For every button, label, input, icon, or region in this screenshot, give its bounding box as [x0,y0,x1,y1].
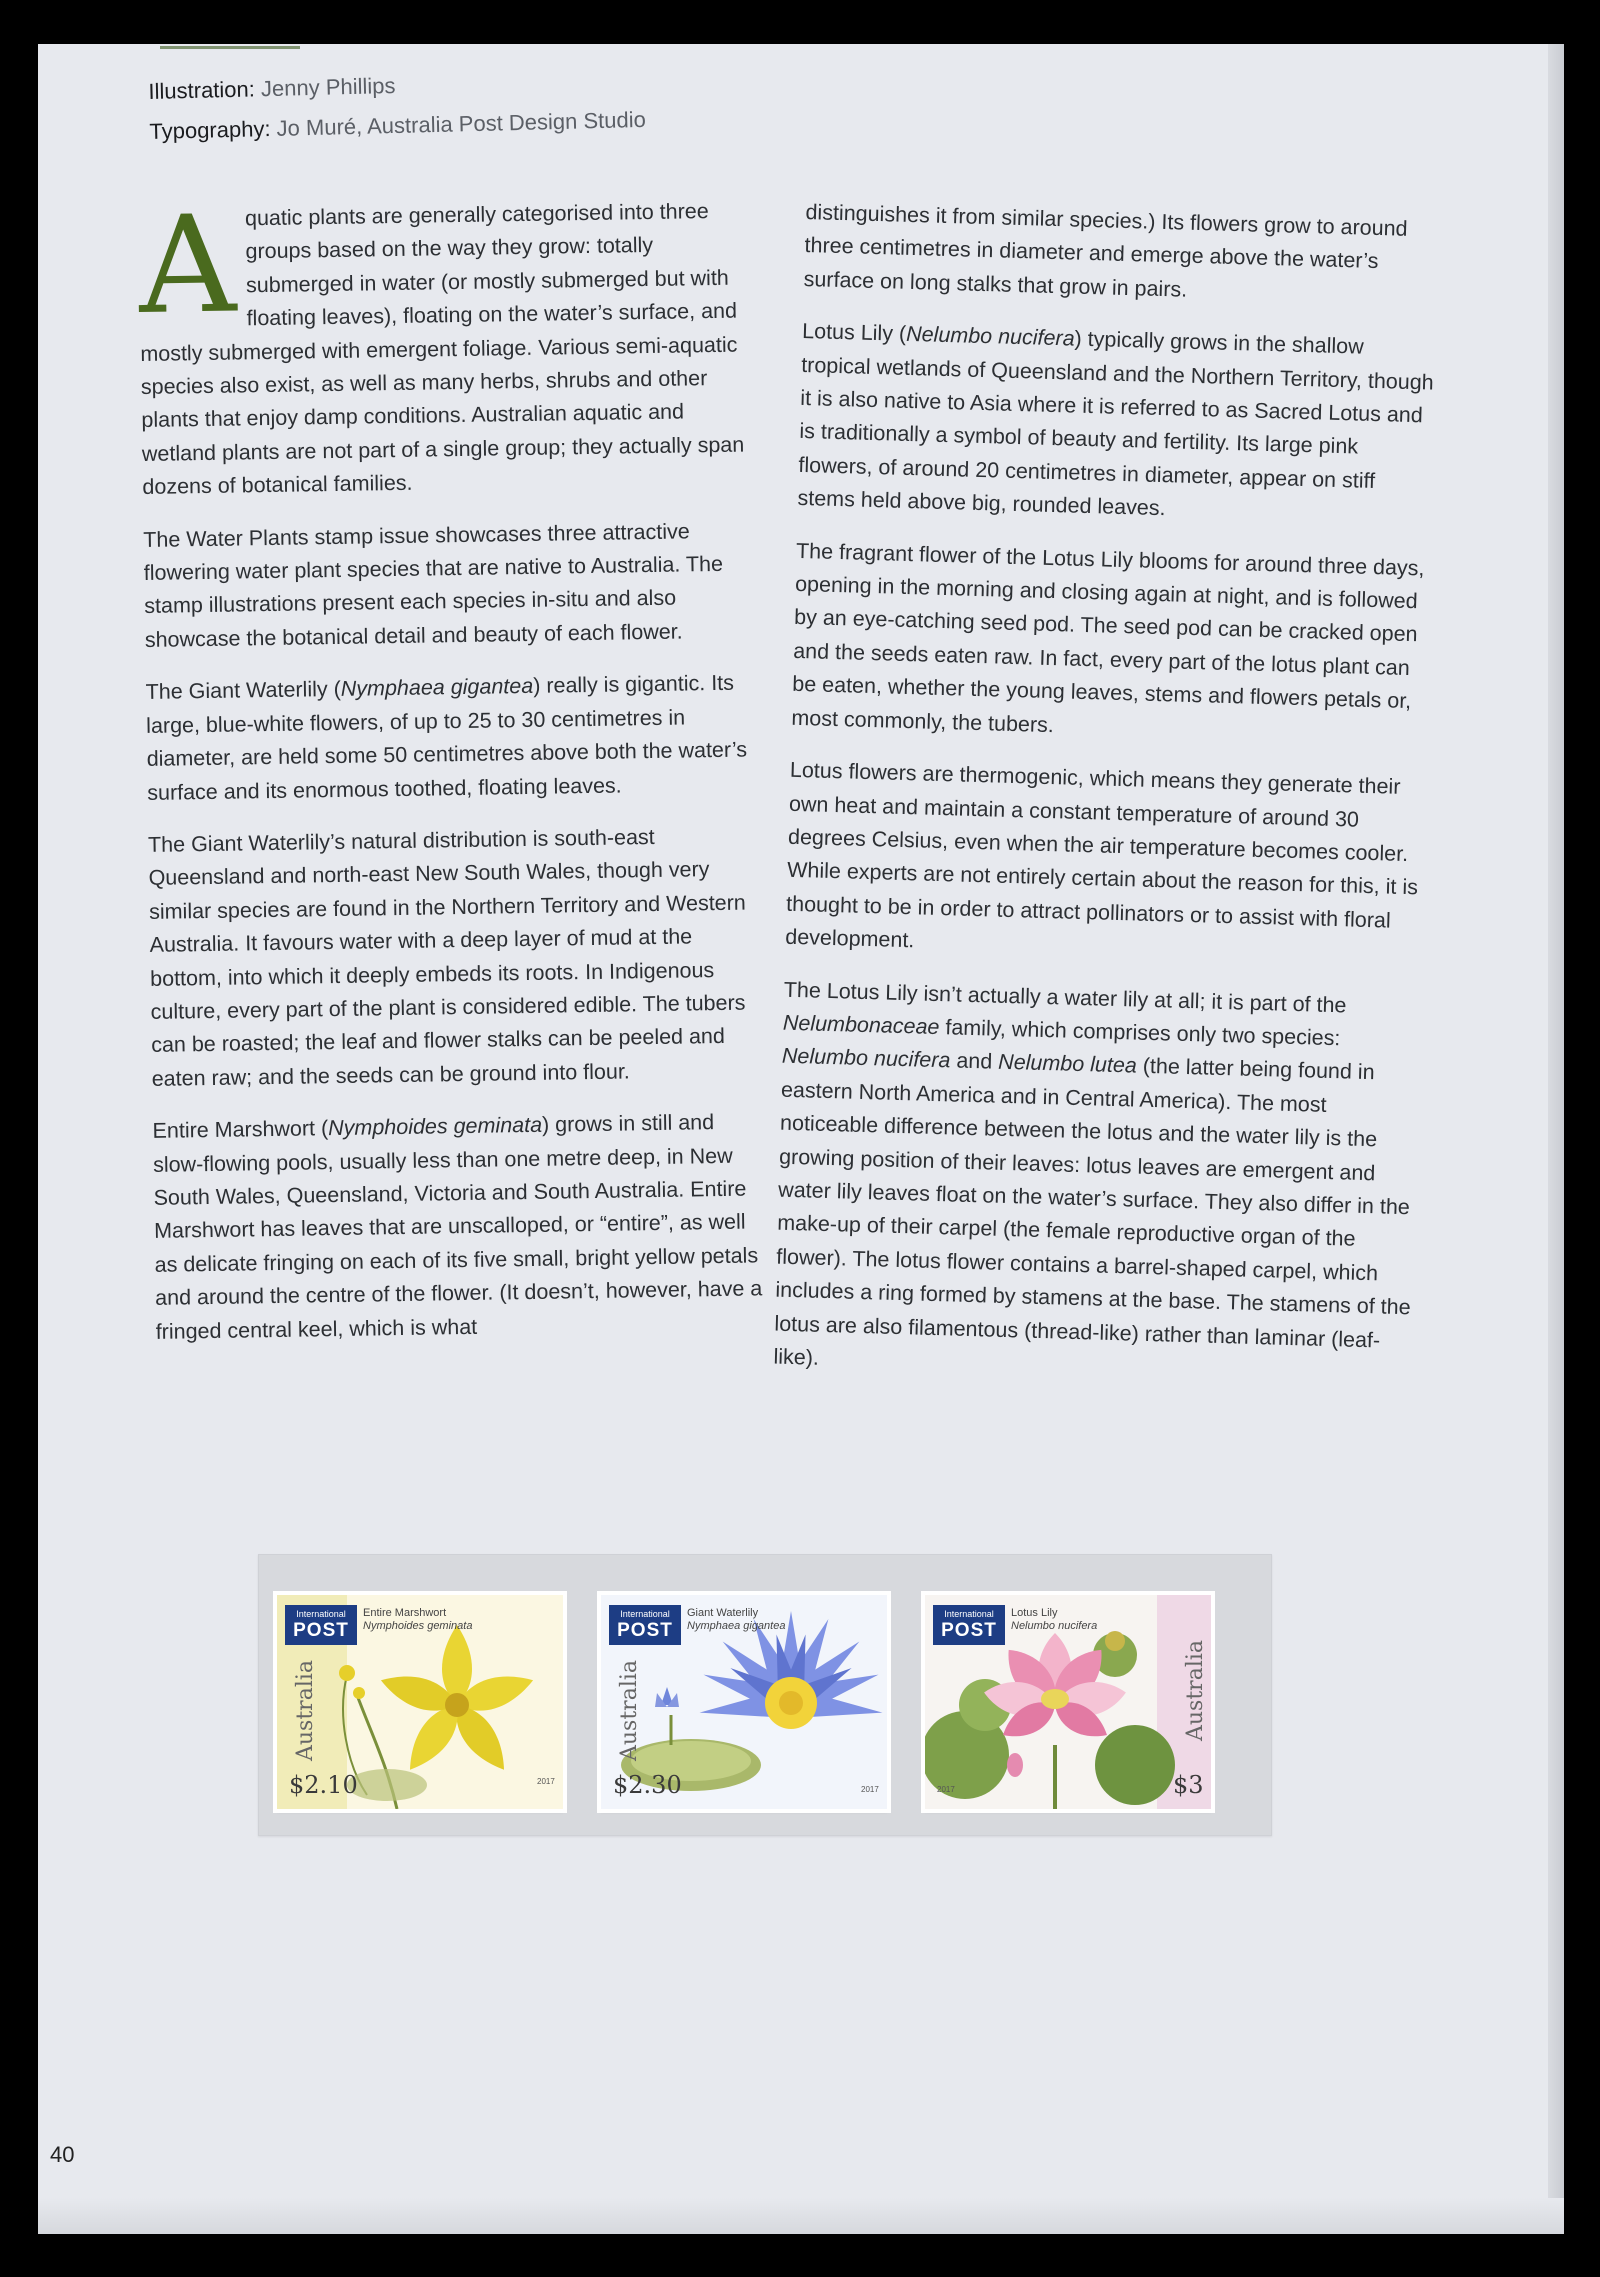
stamp-caption [1011,1607,1097,1633]
typography-label: Typography: [149,116,271,144]
page-edge [1548,44,1564,2234]
text-run: Entire Marshwort ( [152,1116,329,1144]
text-run: (the latter being found in eastern North America and in Central America). The most noticeable difference between the lotus and the water lily is the growing position of their leaves: lotus leaves are emergent and water lily leaves float on the water’s surface. They also differ in the make-up of their carpel (the female reproductive organ of the flower). The lotus flower contains a barrel-shaped carpel, which includes a ring formed by stamens at the base. The stamens of the lotus are also filamentous (thread-like) rather than laminar (leaf-like). [773,1053,1411,1370]
species-name: Nelumbo lutea [997,1050,1138,1078]
credits-block [148,60,646,152]
paragraph-entire-marshwort [152,1105,768,1348]
badge-main-text: POST [941,1620,997,1641]
text-run: Lotus Lily ( [801,319,907,347]
badge-main-text: POST [293,1620,349,1641]
family-name: Nelumbonaceae [782,1010,940,1039]
stamp-caption [363,1607,472,1633]
drop-cap: A [137,186,237,344]
article-left-column [137,186,768,1367]
badge-main-text: POST [617,1620,673,1641]
typography-value: Jo Muré, Australia Post Design Studio [276,106,647,141]
stamp-country: Australia [1183,1639,1208,1741]
text-run: family, which comprises only two species: [939,1014,1341,1051]
species-name: Nelumbo nucifera [905,322,1075,351]
species-name: Nymphaea gigantea [340,674,534,702]
text-run: The Lotus Lily isn’t actually a water lily at all; it is part of the [783,977,1347,1017]
stamp-year: 2017 [537,1777,555,1786]
page-bottom-shadow [38,2198,1564,2234]
cropped-title-fragment [160,44,300,49]
international-post-badge [285,1605,357,1645]
international-post-badge [609,1605,681,1645]
text-run: and [950,1048,999,1075]
stamp-scientific-name: Nymphaea gigantea [687,1620,786,1632]
paragraph-giant-waterlily [145,667,759,810]
illustration-label: Illustration: [148,76,256,104]
paragraph-stamp-issue: The Water Plants stamp issue showcases three attractive flowering water plant species that are native to Australia. The stamp illustrations present each species in-situ and also showcase the botanical detail and beauty of each flower. [143,519,724,652]
stamp-scientific-name: Nelumbo nucifera [1011,1620,1098,1632]
document-page [38,44,1564,2234]
stamp-country: Australia [293,1659,318,1761]
page-number: 40 [50,2142,75,2167]
stamp-common-name: Entire Marshwort [363,1607,447,1619]
intro-paragraph [137,186,755,504]
text-run: The Giant Waterlily ( [145,677,341,705]
paragraph-waterlily-distribution: The Giant Waterlily’s natural distribution is south-east Queensland and north-east New South Wales, though very similar species are found in the Northern Territory and Western Australia. It favours water with a deep layer of mud at the bottom, into which it deeply embeds its roots. In Indigenous culture, every part of the plant is considered edible. The tubers can be roasted; the leaf and flower stalks can be peeled and eaten raw; and the seeds can be ground into flour. [147,824,746,1091]
stamp-scientific-name: Nymphoides geminata [363,1620,473,1632]
stamp-price: $2.10 [289,1771,358,1799]
text-run: ) grows in still and slow-flowing pools, usually less than one metre deep, in New South Wales, Queensland, Victoria and South Australia. Entire Marshwort has leaves that are unscalloped, or “entire”, as well as delicate fringing on each of its five small, bright yellow petals and around the centre of the flower. (It doesn’t, however, have a fringed central keel, which is what [152,1110,763,1344]
stamp-year: 2017 [861,1785,879,1794]
international-post-badge [933,1605,1005,1645]
stamp-giant-waterlily [601,1595,887,1809]
stamp-caption [687,1607,785,1633]
stamp-common-name: Giant Waterlily [687,1607,759,1619]
stamp-lotus-lily [925,1595,1211,1809]
stamp-price: $2.30 [613,1771,682,1799]
article-right-column [773,196,1442,1411]
stamp-price: $3 [1173,1771,1204,1799]
intro-text: quatic plants are generally categorised into three groups based on the way they grow: totally submerged in water (or mostly submerged but with floating leaves), floating on the water’s surface, and mostly submerged with emergent foliage. Various semi-aquatic species also exist, as well as many herbs, shrubs and other plants that enjoy damp conditions. Australian aquatic and wetland plants are not part of a single group; they actually span dozens of botanical families. [140,199,745,500]
species-name: Nelumbo nucifera [781,1044,951,1073]
stamp-entire-marshwort [277,1595,563,1809]
paragraph-lotus-lily [797,315,1438,533]
text-run: ) really is gigantic. Its large, blue-white flowers, of up to 25 to 30 centimetres in diameter, are held some 50 centimetres above both the water’s surface and its enormous toothed, floating leaves. [146,670,748,805]
stamp-year: 2017 [937,1785,955,1794]
paragraph-thermogenic: Lotus flowers are thermogenic, which means they generate their own heat and maintain a constant temperature of around 30 degrees Celsius, even when the air temperature becomes cooler. While experts are not entirely certain about the reason for this, it is thought to be in order to attract pollinators or to assist with floral development. [784,757,1419,953]
stamp-country: Australia [617,1659,642,1761]
illustration-value: Jenny Phillips [260,72,396,102]
species-name: Nymphoides geminata [327,1112,543,1141]
badge-top-text: International [296,1609,346,1619]
stamp-strip [258,1554,1272,1836]
stamp-common-name: Lotus Lily [1011,1607,1058,1619]
paragraph-marshwort-continued: distinguishes it from similar species.) Its flowers grow to around three centimetres in diameter and emerge above the water’s surface on long stalks that grow in pairs. [803,199,1408,302]
badge-top-text: International [944,1609,994,1619]
badge-top-text: International [620,1609,670,1619]
text-run: ) typically grows in the shallow tropical wetlands of Queensland and the Northern Territory, though it is also native to Asia where it is referred to as Sacred Lotus and is traditionally a symbol of beauty and fertility. Its large pink flowers, of around 20 centimetres in diameter, appear on stiff stems held above big, rounded leaves. [797,326,1435,521]
paragraph-lotus-flower: The fragrant flower of the Lotus Lily blooms for around three days, opening in the morning and closing again at night, and is followed by an eye-catching seed pod. The seed pod can be cracked open and the seeds eaten raw. In fact, every part of the lotus plant can be eaten, whether the young leaves, stems and flowers petals or, most commonly, the tubers. [791,538,1425,737]
paragraph-nelumbonaceae [773,973,1420,1391]
